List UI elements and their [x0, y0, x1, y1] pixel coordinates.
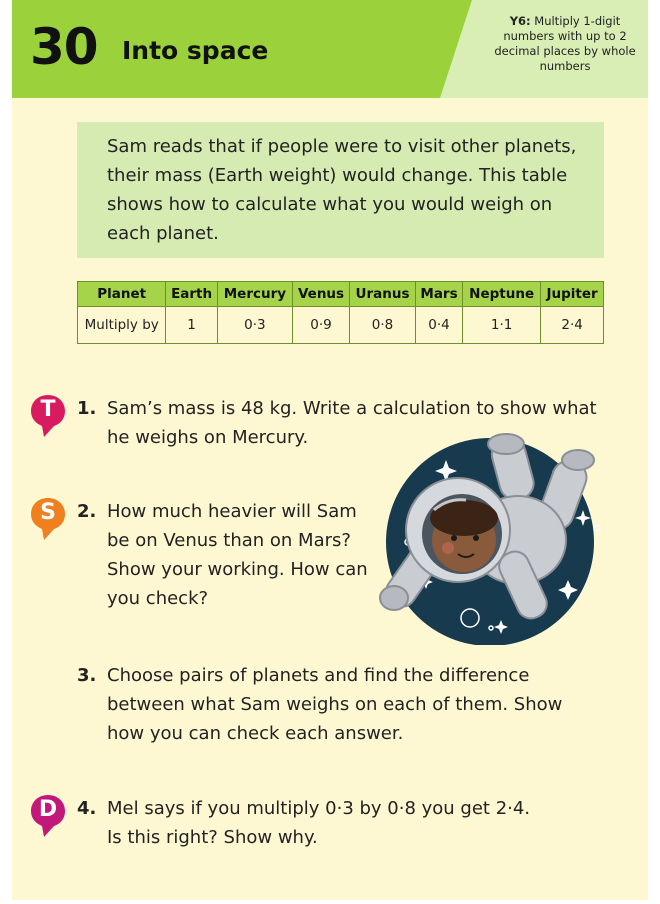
table-cell: 1·1 — [463, 307, 541, 344]
question-number: 2. — [77, 501, 97, 522]
table-header: Earth — [166, 282, 217, 307]
intro-box — [77, 122, 604, 258]
table-header-row — [78, 282, 604, 307]
lesson-title: Into space — [122, 36, 269, 65]
question-text: Choose pairs of planets and find the difference between what Sam weighs on each of them. Show how you can check each answer. — [107, 665, 563, 744]
table-header: Venus — [292, 282, 349, 307]
table-header: Neptune — [463, 282, 541, 307]
badge-letter: T — [40, 397, 56, 422]
lesson-number: 30 — [30, 18, 98, 76]
table-cell: 0·4 — [415, 307, 462, 344]
badge-letter: D — [38, 797, 58, 822]
table-cell: 0·9 — [292, 307, 349, 344]
badge-d-icon — [30, 794, 72, 838]
table-header: Jupiter — [541, 282, 604, 307]
table-cell: 0·3 — [217, 307, 292, 344]
planet-multiplier-table — [77, 281, 604, 344]
intro-text: Sam reads that if people were to visit other planets, their mass (Earth weight) would change. This table shows how to calculate what you would weigh on each planet. — [107, 136, 577, 244]
question-text: Sam’s mass is 48 kg. Write a calculation to show what he weighs on Mercury. — [107, 398, 597, 448]
badge-t-icon — [30, 394, 72, 438]
table-cell: 2·4 — [541, 307, 604, 344]
objective-text: Multiply 1-digit numbers with up to 2 decimal places by whole numbers — [494, 14, 636, 73]
table-row-label: Multiply by — [78, 307, 166, 344]
table-cell: 0·8 — [350, 307, 416, 344]
question-number: 1. — [77, 398, 97, 419]
table-header: Mars — [415, 282, 462, 307]
learning-objective — [490, 14, 640, 74]
header-banner — [12, 0, 648, 98]
table-header: Mercury — [217, 282, 292, 307]
badge-letter: S — [40, 500, 56, 525]
badge-s-icon — [30, 497, 72, 541]
astronaut-illustration — [378, 430, 608, 645]
table-cell: 1 — [166, 307, 217, 344]
objective-code: Y6: — [509, 14, 531, 28]
table-header: Uranus — [350, 282, 416, 307]
table-row — [78, 307, 604, 344]
table-header: Planet — [78, 282, 166, 307]
question-number: 3. — [77, 665, 97, 686]
question-number: 4. — [77, 798, 97, 819]
question-text: How much heavier will Sam be on Venus than on Mars? Show your working. How can you check? — [107, 501, 368, 609]
question-text: Mel says if you multiply 0·3 by 0·8 you get 2·4. Is this right? Show why. — [107, 798, 531, 848]
